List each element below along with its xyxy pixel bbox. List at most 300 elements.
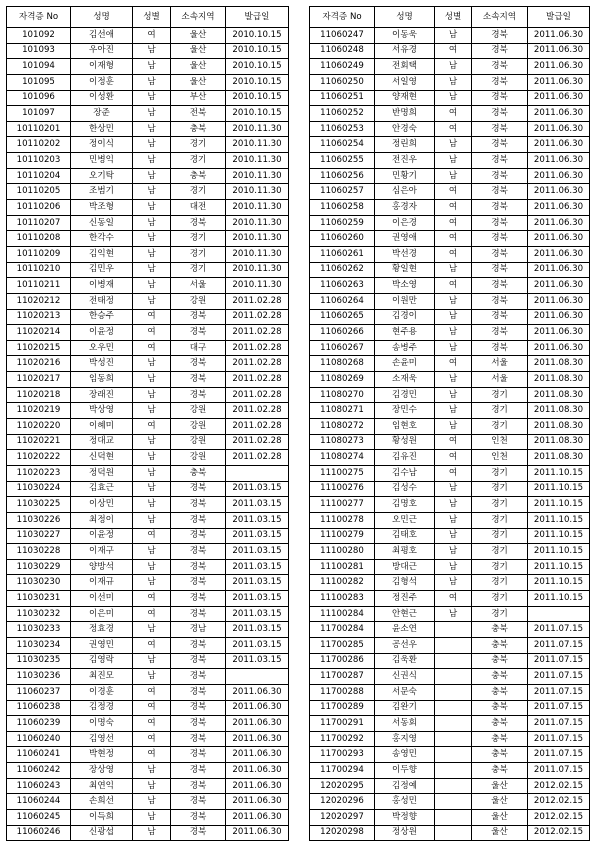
name-cell: 홍성민 [375, 794, 435, 810]
gender-cell [435, 778, 472, 794]
issue-date-cell: 2011.06.30 [528, 28, 590, 44]
issue-date-cell: 2011.06.30 [226, 731, 289, 747]
name-cell: 이성환 [71, 90, 133, 106]
name-cell: 김욱환 [375, 653, 435, 669]
name-cell: 최정이 [71, 512, 133, 528]
region-cell: 경북 [171, 700, 226, 716]
table-row [310, 450, 590, 466]
issue-date-cell: 2011.06.30 [528, 215, 590, 231]
cert-no-cell: 11700288 [310, 684, 375, 700]
table-row [310, 121, 590, 137]
name-cell: 박조형 [71, 200, 133, 216]
name-cell: 현주용 [375, 325, 435, 341]
cert-no-cell: 10110202 [7, 137, 71, 153]
name-cell: 우아진 [71, 43, 133, 59]
gender-cell: 남 [133, 481, 171, 497]
name-cell: 안현근 [375, 606, 435, 622]
region-cell: 울산 [171, 74, 226, 90]
gender-cell: 남 [133, 121, 171, 137]
region-cell: 강원 [171, 434, 226, 450]
gender-cell: 남 [435, 340, 472, 356]
table-row [310, 325, 590, 341]
cert-no-cell: 11080272 [310, 419, 375, 435]
certificate-table-left [6, 6, 289, 841]
table-row [7, 606, 289, 622]
cert-no-cell: 10110201 [7, 121, 71, 137]
cert-no-cell: 12020295 [310, 778, 375, 794]
name-cell: 이선미 [71, 591, 133, 607]
issue-date-cell: 2010.11.30 [226, 246, 289, 262]
issue-date-cell: 2011.06.30 [528, 246, 590, 262]
gender-cell: 남 [435, 262, 472, 278]
region-cell: 경북 [171, 778, 226, 794]
issue-date-cell: 2011.03.15 [226, 528, 289, 544]
table-row [310, 700, 590, 716]
region-cell: 경기 [171, 262, 226, 278]
cert-no-cell: 11100277 [310, 497, 375, 513]
table-row [310, 246, 590, 262]
name-cell: 오우민 [71, 340, 133, 356]
gender-cell: 여 [435, 465, 472, 481]
cert-no-cell: 11020216 [7, 356, 71, 372]
region-cell: 인천 [472, 450, 528, 466]
gender-cell: 남 [133, 278, 171, 294]
region-cell: 충북 [472, 731, 528, 747]
cert-no-cell: 10110203 [7, 153, 71, 169]
table-body-left [7, 28, 289, 841]
cert-no-cell: 11060265 [310, 309, 375, 325]
issue-date-cell: 2011.02.28 [226, 387, 289, 403]
name-cell: 손윤미 [375, 356, 435, 372]
name-cell: 김완기 [375, 700, 435, 716]
issue-date-cell: 2011.02.28 [226, 309, 289, 325]
gender-cell [435, 763, 472, 779]
name-cell: 이윤정 [71, 528, 133, 544]
gender-cell: 남 [133, 512, 171, 528]
cert-no-cell: 10110210 [7, 262, 71, 278]
cert-no-cell: 10110207 [7, 215, 71, 231]
gender-cell: 남 [133, 59, 171, 75]
issue-date-cell [226, 669, 289, 685]
table-row [7, 450, 289, 466]
name-cell: 심은아 [375, 184, 435, 200]
header-region: 소속지역 [171, 7, 226, 28]
table-row [310, 575, 590, 591]
gender-cell: 여 [133, 716, 171, 732]
table-row [310, 106, 590, 122]
table-row [7, 419, 289, 435]
table-body-right [310, 28, 590, 841]
issue-date-cell: 2011.06.30 [226, 763, 289, 779]
region-cell: 울산 [171, 59, 226, 75]
cert-no-cell: 11020218 [7, 387, 71, 403]
cert-no-cell: 10110205 [7, 184, 71, 200]
cert-no-cell: 101093 [7, 43, 71, 59]
gender-cell: 남 [133, 231, 171, 247]
issue-date-cell: 2011.08.30 [528, 356, 590, 372]
issue-date-cell: 2011.10.15 [528, 591, 590, 607]
issue-date-cell: 2012.02.15 [528, 825, 590, 841]
table-row [7, 544, 289, 560]
gender-cell: 남 [435, 559, 472, 575]
cert-no-cell: 11020220 [7, 419, 71, 435]
gender-cell: 남 [133, 450, 171, 466]
gender-cell: 여 [435, 246, 472, 262]
cert-no-cell: 11060259 [310, 215, 375, 231]
table-row [7, 591, 289, 607]
region-cell: 울산 [171, 28, 226, 44]
cert-no-cell: 11030229 [7, 559, 71, 575]
issue-date-cell: 2011.07.15 [528, 763, 590, 779]
gender-cell [435, 747, 472, 763]
region-cell: 전북 [171, 106, 226, 122]
table-row [7, 200, 289, 216]
cert-no-cell: 12020298 [310, 825, 375, 841]
gender-cell: 남 [435, 481, 472, 497]
gender-cell: 남 [133, 168, 171, 184]
name-cell: 임현호 [375, 419, 435, 435]
issue-date-cell: 2011.06.30 [528, 137, 590, 153]
table-row [7, 43, 289, 59]
name-cell: 손희선 [71, 794, 133, 810]
table-row [310, 544, 590, 560]
name-cell: 서동회 [375, 716, 435, 732]
gender-cell: 남 [133, 387, 171, 403]
gender-cell: 여 [435, 278, 472, 294]
name-cell: 김영락 [71, 653, 133, 669]
name-cell: 양방석 [71, 559, 133, 575]
gender-cell: 여 [133, 340, 171, 356]
name-cell: 한승주 [71, 309, 133, 325]
table-row [7, 637, 289, 653]
issue-date-cell: 2011.03.15 [226, 575, 289, 591]
gender-cell [435, 731, 472, 747]
table-row [310, 231, 590, 247]
issue-date-cell: 2011.03.15 [226, 637, 289, 653]
region-cell: 경북 [171, 591, 226, 607]
gender-cell: 남 [133, 246, 171, 262]
region-cell: 충북 [472, 653, 528, 669]
name-cell: 이혜미 [71, 419, 133, 435]
issue-date-cell: 2011.06.30 [226, 825, 289, 841]
name-cell: 신권식 [375, 669, 435, 685]
gender-cell: 남 [435, 403, 472, 419]
table-row [310, 262, 590, 278]
name-cell: 장민수 [375, 403, 435, 419]
gender-cell [435, 700, 472, 716]
region-cell: 경북 [171, 372, 226, 388]
issue-date-cell: 2010.11.30 [226, 168, 289, 184]
issue-date-cell [226, 465, 289, 481]
issue-date-cell: 2011.06.30 [226, 747, 289, 763]
table-row [7, 684, 289, 700]
cert-no-cell: 11030227 [7, 528, 71, 544]
region-cell: 경북 [472, 340, 528, 356]
gender-cell: 여 [133, 309, 171, 325]
region-cell: 경기 [472, 497, 528, 513]
region-cell: 경북 [171, 731, 226, 747]
gender-cell: 여 [133, 528, 171, 544]
issue-date-cell: 2011.08.30 [528, 450, 590, 466]
issue-date-cell: 2011.06.30 [226, 684, 289, 700]
region-cell: 경기 [472, 403, 528, 419]
region-cell: 경기 [171, 137, 226, 153]
name-cell: 정덕원 [71, 465, 133, 481]
name-cell: 장준 [71, 106, 133, 122]
gender-cell: 남 [133, 262, 171, 278]
name-cell: 김선애 [71, 28, 133, 44]
cert-no-cell: 11100280 [310, 544, 375, 560]
gender-cell: 남 [133, 465, 171, 481]
gender-cell: 남 [435, 512, 472, 528]
issue-date-cell: 2011.06.30 [528, 59, 590, 75]
cert-no-cell: 11020222 [7, 450, 71, 466]
issue-date-cell: 2010.10.15 [226, 74, 289, 90]
table-row [7, 497, 289, 513]
table-row [310, 356, 590, 372]
region-cell: 경북 [171, 684, 226, 700]
gender-cell: 여 [435, 591, 472, 607]
region-cell: 경북 [171, 575, 226, 591]
gender-cell: 여 [133, 419, 171, 435]
issue-date-cell: 2011.06.30 [528, 231, 590, 247]
cert-no-cell: 11080269 [310, 372, 375, 388]
gender-cell [435, 669, 472, 685]
region-cell: 경북 [171, 356, 226, 372]
table-row [310, 43, 590, 59]
issue-date-cell: 2011.06.30 [528, 74, 590, 90]
cert-no-cell: 101096 [7, 90, 71, 106]
region-cell: 경북 [472, 153, 528, 169]
region-cell: 경북 [171, 309, 226, 325]
region-cell: 경기 [472, 465, 528, 481]
region-cell: 경북 [472, 215, 528, 231]
name-cell: 김민우 [71, 262, 133, 278]
gender-cell: 남 [133, 669, 171, 685]
issue-date-cell: 2011.06.30 [226, 778, 289, 794]
name-cell: 신동일 [71, 215, 133, 231]
table-row [310, 74, 590, 90]
name-cell: 김경이 [375, 309, 435, 325]
issue-date-cell: 2011.02.28 [226, 356, 289, 372]
cert-no-cell: 12020297 [310, 810, 375, 826]
region-cell: 경북 [472, 278, 528, 294]
table-row [310, 387, 590, 403]
table-row [310, 153, 590, 169]
cert-no-cell: 11700284 [310, 622, 375, 638]
issue-date-cell: 2011.07.15 [528, 684, 590, 700]
name-cell: 김정경 [71, 700, 133, 716]
header-cert-no: 자격증 No [310, 7, 375, 28]
issue-date-cell: 2011.07.15 [528, 731, 590, 747]
name-cell: 신광섭 [71, 825, 133, 841]
cert-no-cell: 11020215 [7, 340, 71, 356]
region-cell: 경북 [171, 559, 226, 575]
gender-cell: 남 [435, 528, 472, 544]
region-cell: 경북 [472, 106, 528, 122]
issue-date-cell: 2010.10.15 [226, 28, 289, 44]
gender-cell: 남 [133, 778, 171, 794]
table-row [7, 137, 289, 153]
region-cell: 울산 [472, 794, 528, 810]
gender-cell: 여 [133, 700, 171, 716]
gender-cell: 남 [435, 419, 472, 435]
region-cell: 경북 [171, 606, 226, 622]
gender-cell: 여 [435, 231, 472, 247]
name-cell: 김효근 [71, 481, 133, 497]
header-gender: 성별 [133, 7, 171, 28]
issue-date-cell: 2010.10.15 [226, 106, 289, 122]
region-cell: 경북 [171, 325, 226, 341]
issue-date-cell: 2011.06.30 [528, 121, 590, 137]
cert-no-cell: 11060251 [310, 90, 375, 106]
region-cell: 서울 [472, 372, 528, 388]
gender-cell: 남 [133, 356, 171, 372]
region-cell: 경기 [472, 606, 528, 622]
cert-no-cell: 11060258 [310, 200, 375, 216]
gender-cell: 여 [435, 121, 472, 137]
name-cell: 신덕현 [71, 450, 133, 466]
header-issue-date: 발급일 [226, 7, 289, 28]
issue-date-cell: 2011.10.15 [528, 512, 590, 528]
name-cell: 송영민 [375, 747, 435, 763]
cert-no-cell: 11700285 [310, 637, 375, 653]
region-cell: 충북 [472, 763, 528, 779]
table-row [7, 810, 289, 826]
gender-cell: 여 [435, 106, 472, 122]
cert-no-cell: 10110211 [7, 278, 71, 294]
cert-no-cell: 101092 [7, 28, 71, 44]
header-name: 성명 [375, 7, 435, 28]
table-row [7, 528, 289, 544]
cert-no-cell: 11060249 [310, 59, 375, 75]
name-cell: 김영선 [71, 731, 133, 747]
issue-date-cell: 2010.11.30 [226, 215, 289, 231]
cert-no-cell: 11080274 [310, 450, 375, 466]
region-cell: 경북 [472, 184, 528, 200]
region-cell: 충북 [472, 637, 528, 653]
region-cell: 서울 [472, 356, 528, 372]
region-cell: 경북 [171, 794, 226, 810]
table-row [310, 200, 590, 216]
issue-date-cell: 2011.06.30 [528, 340, 590, 356]
name-cell: 최평호 [375, 544, 435, 560]
issue-date-cell: 2010.10.15 [226, 59, 289, 75]
header-row [7, 7, 289, 28]
cert-no-cell: 11030236 [7, 669, 71, 685]
gender-cell [435, 637, 472, 653]
table-row [7, 74, 289, 90]
name-cell: 윤소연 [375, 622, 435, 638]
issue-date-cell: 2011.06.30 [528, 200, 590, 216]
issue-date-cell: 2011.06.30 [528, 90, 590, 106]
cert-no-cell: 11030235 [7, 653, 71, 669]
issue-date-cell: 2010.11.30 [226, 137, 289, 153]
table-row [310, 591, 590, 607]
cert-no-cell: 11060240 [7, 731, 71, 747]
name-cell: 이재구 [71, 544, 133, 560]
table-row [7, 653, 289, 669]
gender-cell: 남 [435, 59, 472, 75]
issue-date-cell: 2011.06.30 [528, 262, 590, 278]
table-row [310, 497, 590, 513]
cert-no-cell: 11060247 [310, 28, 375, 44]
table-row [7, 215, 289, 231]
name-cell: 김성수 [375, 481, 435, 497]
region-cell: 경기 [472, 528, 528, 544]
region-cell: 경북 [171, 763, 226, 779]
table-row [7, 559, 289, 575]
name-cell: 오기탁 [71, 168, 133, 184]
issue-date-cell: 2010.11.30 [226, 262, 289, 278]
table-row [7, 372, 289, 388]
cert-no-cell: 11030232 [7, 606, 71, 622]
cert-no-cell: 11060237 [7, 684, 71, 700]
issue-date-cell: 2011.06.30 [528, 168, 590, 184]
cert-no-cell: 11100281 [310, 559, 375, 575]
table-row [310, 59, 590, 75]
gender-cell: 남 [435, 168, 472, 184]
cert-no-cell: 11100283 [310, 591, 375, 607]
table-row [7, 184, 289, 200]
region-cell: 경북 [171, 512, 226, 528]
region-cell: 경북 [472, 59, 528, 75]
region-cell: 경북 [472, 43, 528, 59]
name-cell: 오민근 [375, 512, 435, 528]
region-cell: 경북 [171, 747, 226, 763]
gender-cell [435, 716, 472, 732]
gender-cell: 남 [435, 153, 472, 169]
name-cell: 송병주 [375, 340, 435, 356]
gender-cell: 여 [435, 215, 472, 231]
name-cell: 조범기 [71, 184, 133, 200]
region-cell: 경기 [472, 559, 528, 575]
name-cell: 정린희 [375, 137, 435, 153]
gender-cell: 여 [133, 684, 171, 700]
region-cell: 경북 [171, 810, 226, 826]
cert-no-cell: 11100279 [310, 528, 375, 544]
table-row [7, 387, 289, 403]
cert-no-cell: 11060239 [7, 716, 71, 732]
cert-no-cell: 11700287 [310, 669, 375, 685]
region-cell: 강원 [171, 450, 226, 466]
issue-date-cell: 2011.03.15 [226, 591, 289, 607]
gender-cell: 남 [435, 497, 472, 513]
issue-date-cell: 2011.03.15 [226, 512, 289, 528]
issue-date-cell: 2011.07.15 [528, 653, 590, 669]
issue-date-cell: 2011.02.28 [226, 340, 289, 356]
issue-date-cell: 2011.10.15 [528, 465, 590, 481]
region-cell: 경북 [472, 74, 528, 90]
issue-date-cell: 2011.06.30 [528, 278, 590, 294]
name-cell: 최연익 [71, 778, 133, 794]
name-cell: 김경민 [375, 387, 435, 403]
cert-no-cell: 11060238 [7, 700, 71, 716]
name-cell: 이원만 [375, 293, 435, 309]
table-row [310, 528, 590, 544]
issue-date-cell: 2011.08.30 [528, 372, 590, 388]
name-cell: 정효경 [71, 622, 133, 638]
cert-no-cell: 11080268 [310, 356, 375, 372]
cert-no-cell: 11030224 [7, 481, 71, 497]
table-row [310, 684, 590, 700]
cert-no-cell: 101094 [7, 59, 71, 75]
region-cell: 경기 [472, 544, 528, 560]
table-row [7, 763, 289, 779]
cert-no-cell: 11060264 [310, 293, 375, 309]
cert-no-cell: 10110209 [7, 246, 71, 262]
table-row [310, 810, 590, 826]
